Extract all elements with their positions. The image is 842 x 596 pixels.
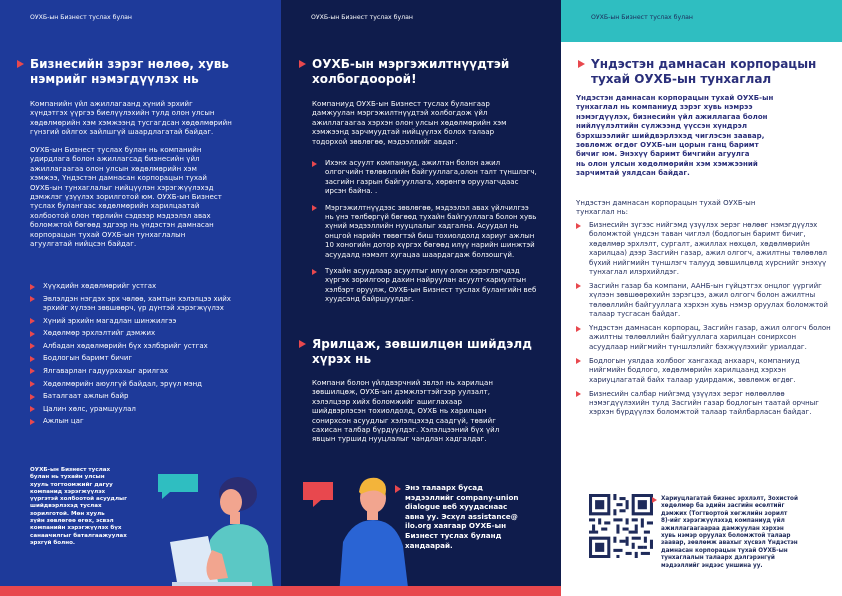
triangle-bullet-icon — [312, 161, 317, 167]
intro-paragraph: Компанийн үйл ажиллагаанд хүний эрхийг хүндэтгэх үүргээ биелүүлэхийн тулд олон улсын хөдөлмөрийн хэм хэмжээнд тусгагдсан хөдөлмөрийн гүнзгий ойлгох зайлшгүй шаардлагатай байдаг. — [30, 100, 232, 137]
section-heading: Бизнесийн зэрэг нөлөө, хувь нэмрийг нэмэгдүүлэх нь — [30, 57, 275, 86]
disclaimer-note: ОУХБ-ын Бизнест туслах булан нь тухайн улсын хууль тогтоомжийг дагуу компанид хэрэгжүүлэх үүргэтэй холбоотой асуудлыг шийдвэрлэхэд туслах зорилготой. Мөн хууль зүйн зөвлөгөө өгөх, эсвэл компанийн хэрэгжүүлэх бүх санаачилгыг баталгаажуулах эрхгүй болно. — [30, 467, 128, 546]
triangle-bullet-icon — [578, 60, 585, 68]
topic-list — [30, 282, 245, 427]
triangle-bullet-icon — [30, 419, 35, 425]
list-item: Ажлын цаг — [30, 417, 245, 426]
panel-business-impact — [0, 0, 281, 596]
declaration-points — [576, 221, 831, 418]
list-item: Хүүхдийн хөдөлмөрийг устгах — [30, 282, 245, 291]
triangle-bullet-icon — [30, 356, 35, 362]
triangle-bullet-icon — [30, 406, 35, 412]
list-item: Бодлогын баримт бичиг — [30, 354, 245, 363]
triangle-bullet-icon — [576, 326, 581, 332]
triangle-bullet-icon — [576, 283, 581, 289]
declaration-summary: Үндэстэн дамнасан корпорацын тухай ОУХБ-ын тунхаглал нь компаниуд зэрэг хувь нэмрээ нэмэгдүүлэх, бизнесийн үйл ажиллагаа болон нийлүүлэлтийн сүлжээнд үүссэн хүндрэл бэрхшээлийг шийдвэрлэхэд чиглэсэн заавар, зөвлөмж өгдөг ОУХБ-ын цорын ганц баримт бичиг юм. Энэхүү баримт бичгийн агуулга нь олон улсын хөдөлмөрийн хэм хэмжээний зарчимтай уялдсан байдаг. — [576, 94, 774, 178]
teal-header-band — [561, 0, 842, 42]
list-item: Эвлэлдэн нэгдэх эрх чөлөө, хамтын хэлэлцээ хийх эрхийг хүлээн зөвшөөрч, үр дүнтэй хэрэгжүүлэх — [30, 295, 245, 314]
list-item: Хөдөлмөрийн аюулгүй байдал, эрүүл мэнд — [30, 380, 245, 389]
list-item: Үндэстэн дамнасан корпорац, Засгийн газар, ажил олгогч болон ажилтны төлөөллийн байгууллага харилцан сонирхсон асуудлаар нийгмийн түншлэлийг бэхжүүлэхийг уриалдаг. — [576, 324, 831, 352]
section-heading: Ярилцаж, зөвшилцөн шийдэлд хүрэх нь — [312, 337, 552, 366]
speech-bubble-icon — [158, 474, 198, 499]
qr-note: Хариуцлагатай бизнес эрхлэлт, Зохистой хөдөлмөр ба эдийн засгийн өсөлтийг дэмжих (Тогтвортой хөгжлийн зорилт 8)-ийг хэрэгжүүлэхэд компаниуд үйл ажиллагаагаараа дамжуулан хэрхэн хувь нэмэр оруулах боломжтой талаар заавар, зөвлөмж авахыг хүсвэл Үндэстэн дамнасан корпорацын тухай ОУХБ-ын тунхаглалын талаарх дэлгэрэнгүй мэдээллийг эндээс уншина уу. — [661, 496, 831, 570]
triangle-bullet-icon — [30, 284, 35, 290]
list-item: Мэргэжилтнүүдээс зөвлөгөө, мэдээлэл авах үйлчилгээ нь үнэ төлбөргүй бөгөөд тухайн байгууллага болон хувь хүний мэдээллийн нууцлалыг хадгална. Асуудал нь онцгой нарийн төвөгтэй биш тохиолдолд хариуг ажлын 10 хоногийн дотор хүргэх бөгөөд илүү нарийн шинжтэй асуудалд нэмэлт хугацаа шаардагдаж болзошгүй. — [312, 204, 537, 260]
list-item: Бизнесийн зүгээс нийгэмд үзүүлэх эерэг нөлөөг нэмэгдүүлэх боломжтой үндсэн таван чиглэл (бодлогын баримт бичиг, хөдөлмөр эрхлэлт, сургалт, ажиллах нөхцөл, хөдөлмөрийн харилцаа) дээр Засгийн газар, ажил олгогч, ажилтны төлөөлөл бүхий нийгмийн түншлэгч талууд зөвшилцөлд хүрснийг энэхүү тунхаглал илэрхийлдэг. — [576, 221, 831, 277]
triangle-bullet-icon — [30, 394, 35, 400]
list-item: Бизнесийн салбар нийгэмд үзүүлэх эерэг нөлөөллөө нэмэгдүүлэхийн тулд Засгийн газар бодлогын таатай орчныг хэрхэн бүрдүүлэх боломжтой талаар тайлбарласан байдаг. — [576, 390, 831, 418]
triangle-bullet-icon — [576, 391, 581, 397]
triangle-bullet-icon — [299, 340, 306, 348]
triangle-bullet-icon — [576, 223, 581, 229]
running-header: ОУХБ-ын Бизнест туслах булан — [311, 14, 413, 21]
triangle-bullet-icon — [30, 318, 35, 324]
list-item: Баталгаат ажлын байр — [30, 392, 245, 401]
triangle-bullet-icon — [299, 60, 306, 68]
triangle-bullet-icon — [30, 381, 35, 387]
triangle-bullet-icon — [576, 358, 581, 364]
list-item: Хөдөлмөр эрхлэлтийг дэмжих — [30, 329, 245, 338]
dialogue-paragraph: Компани болон үйлдвэрчний эвлэл нь харилцан зөвшилцөж, ОУХБ-ын дэмжлэгтэйгээр уулзалт, хэлэлцээр хийх боломжийг ашиглахаар шийдвэрлэсэн тохиолдолд, ОУХБ нь харилцан сонирхсон асуудлыг хэлэлцэхэд саадгүй, төвийг сахисан талбар бүрдүүлдэг. Хэлэлцээний бүх үйл явцын туршид нууцлалыг чандлан хадгалдаг. — [312, 379, 500, 444]
list-item: Ялгаварлан гадуурхахыг арилгах — [30, 367, 245, 376]
triangle-bullet-icon — [30, 331, 35, 337]
section-heading: Үндэстэн дамнасан корпорацын тухай ОУХБ-ын тунхаглал — [591, 57, 836, 86]
floor-stripe — [0, 586, 281, 596]
triangle-bullet-icon — [30, 296, 35, 302]
section-heading: ОУХБ-ын мэргэжилтнүүдтэй холбогдоорой! — [312, 57, 552, 86]
speech-bubble-icon — [303, 482, 333, 507]
running-header: ОУХБ-ын Бизнест туслах булан — [591, 14, 693, 21]
man-illustration — [281, 470, 411, 596]
triangle-bullet-icon — [395, 485, 401, 493]
running-header: ОУХБ-ын Бизнест туслах булан — [30, 14, 132, 21]
triangle-bullet-icon — [312, 269, 317, 275]
service-list — [312, 159, 537, 305]
list-item: Тухайн асуудлаар асуултыг илүү олон хэрэглэгчдэд хүргэх зорилгоор дахин найруулан асуулт-хариултын хэлбэрт оруулж, ОУХБ-ын Бизнест туслах булангийн веб хуудсанд байршуулдаг. — [312, 267, 537, 305]
qr-code[interactable] — [589, 494, 653, 558]
intro-paragraph: Компаниуд ОУХБ-ын Бизнест туслах булангаар дамжуулан мэргэжилтнүүдтэй холбогдож үйл ажиллагаагаа хэрхэн олон улсын хөдөлмөрийн хэм хэмжээнд зарчмуудтай нийцүүлэх болох талаар тодорхой зөвлөгөө, мэдээллийг авдаг. — [312, 100, 507, 146]
triangle-bullet-icon — [30, 368, 35, 374]
list-intro: Үндэстэн дамнасан корпорацын тухай ОУХБ-ын тунхаглал нь: — [576, 199, 756, 217]
list-item: Цалин хөлс, урамшуулал — [30, 405, 245, 414]
list-item: Хүний эрхийн магадлан шинжилгээ — [30, 317, 245, 326]
panel-mne-declaration — [561, 0, 842, 596]
contact-cta: Энэ талаарх бусад мэдээллийг company-union dialogue веб хуудаснаас авна уу. Эсхүл assistance@ ilo.org хаягаар ОУХБ-ын Бизнест туслах буланд хандаарай. — [405, 483, 557, 550]
woman-laptop-illustration — [150, 458, 281, 596]
list-item: Засгийн газар ба компани, ААНБ-ын гүйцэтгэх онцлог үүргийг хүлээн зөвшөөрөхийн зэрэгцээ, ажил олгогч болон ажилтны төлөөллийн байгууллага хэрхэн хувь нэмэр оруулах боломжтой талаар тусгасан байдаг. — [576, 282, 831, 320]
floor-stripe — [281, 586, 561, 596]
body-paragraph: ОУХБ-ын Бизнест туслах булан нь компанийн удирдлага болон ажиллагсад бизнесийн үйл ажиллагаагаа олон улсын хөдөлмөрийн хэм хэмжээ, Үндэстэн дамнасан корпорацын тухай ОУХБ-ын тунхаглалыг нийцүүлэн хэрэгжүүлэхэд дэмжлэг үзүүлэх зорилготой юм. ОУХБ-ын Бизнест туслах булангаас хөдөлмөрийн харилцаатай холбоотой олон төрлийн сэдвээр мэдээлэл авах боломжтой бөгөөд эдгээр нь үндэстэн дамнасан корпорацын тухай ОУХБ-ын тунхаглалын агуулгатай нийцсэн байдаг. — [30, 146, 222, 249]
list-item: Бодлогын уялдаа холбоог хангахад анхаарч, компаниуд нийгмийн бодлого, хөдөлмөрийн харилцаанд хэрхэн хариуцлагатай байх талаар удирдамж, зөвлөмж өгдөг. — [576, 357, 831, 385]
triangle-bullet-icon — [30, 343, 35, 349]
panel-contact-experts — [281, 0, 561, 596]
list-item: Ихэнх асуулт компаниуд, ажилтан болон ажил олгогчийн төлөөллийн байгууллага,олон талт түншлэгч, засгийн газрын байгууллага, хөрөнгө оруулагчдаас ирсэн байна. . — [312, 159, 537, 197]
triangle-bullet-icon — [17, 60, 24, 68]
list-item: Албадан хөдөлмөрийн бүх хэлбэрийг устгах — [30, 342, 245, 351]
triangle-bullet-icon — [312, 205, 317, 211]
triangle-bullet-icon — [652, 497, 657, 503]
